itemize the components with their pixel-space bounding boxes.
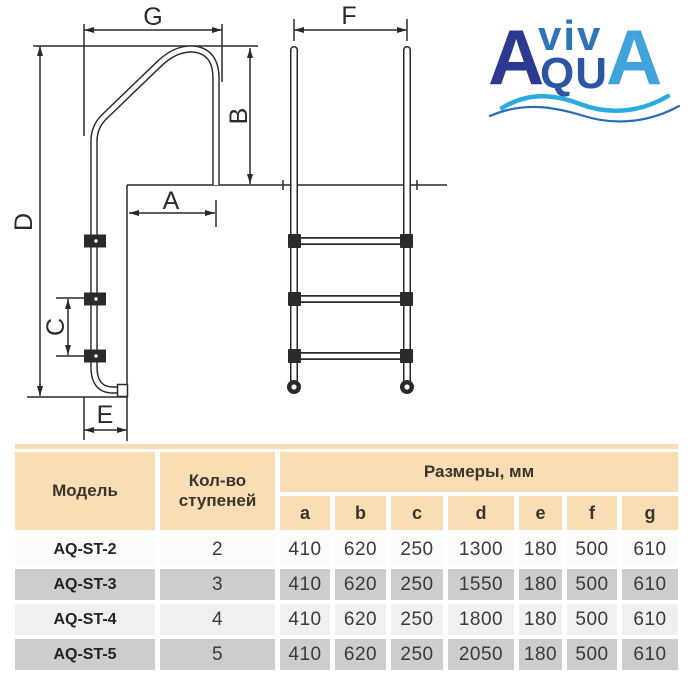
dim-label-g: G — [143, 3, 163, 31]
value-cell: 410 — [280, 604, 330, 635]
value-cell: 410 — [280, 569, 330, 600]
col-header-model: Модель — [15, 452, 155, 530]
value-cell: 250 — [391, 569, 443, 600]
model-cell: AQ-ST-4 — [15, 604, 155, 635]
dimensions-table — [10, 448, 683, 674]
reference-lines — [27, 19, 447, 441]
dim-label-c: C — [42, 317, 70, 337]
value-cell: 250 — [391, 534, 443, 565]
value-cell: 500 — [567, 569, 617, 600]
front-view-ladder — [287, 50, 414, 394]
value-cell: 500 — [567, 534, 617, 565]
aquaviva-logo — [488, 12, 683, 130]
value-cell: 180 — [519, 639, 562, 670]
value-cell: 620 — [335, 534, 386, 565]
dim-label-a: A — [162, 187, 180, 215]
logo-wave-blue — [490, 106, 679, 121]
value-cell: 180 — [519, 604, 562, 635]
value-cell: 620 — [335, 569, 386, 600]
model-cell: AQ-ST-3 — [15, 569, 155, 600]
dim-label-b: B — [225, 107, 253, 125]
col-header-c: c — [391, 496, 443, 530]
col-header-steps: Кол-во ступеней — [160, 452, 275, 530]
dim-label-d: D — [10, 212, 38, 232]
dimensions-table-area — [15, 444, 678, 674]
value-cell: 610 — [622, 639, 678, 670]
col-header-g: g — [622, 496, 678, 530]
ladder-diagram — [0, 0, 460, 445]
value-cell: 250 — [391, 604, 443, 635]
value-cell: 180 — [519, 534, 562, 565]
value-cell: 610 — [622, 569, 678, 600]
logo-letter-a-right: A — [606, 13, 663, 101]
value-cell: 180 — [519, 569, 562, 600]
steps-cell: 4 — [160, 604, 275, 635]
table-row — [15, 569, 678, 600]
logo-letters-viv: viv — [538, 12, 603, 59]
value-cell: 1550 — [448, 569, 514, 600]
col-header-e: e — [519, 496, 562, 530]
col-header-b: b — [335, 496, 386, 530]
col-header-dimensions: Размеры, мм — [280, 452, 678, 492]
model-cell: AQ-ST-2 — [15, 534, 155, 565]
wall-anchor-foot — [118, 385, 128, 397]
steps-cell: 2 — [160, 534, 275, 565]
tube-end-caps — [287, 380, 414, 394]
steps-cell: 5 — [160, 639, 275, 670]
value-cell: 610 — [622, 534, 678, 565]
value-cell: 500 — [567, 604, 617, 635]
value-cell: 250 — [391, 639, 443, 670]
table-row — [15, 639, 678, 670]
value-cell: 1300 — [448, 534, 514, 565]
table-row — [15, 604, 678, 635]
logo-letters-qu: QU — [540, 49, 608, 98]
steps-cell: 3 — [160, 569, 275, 600]
logo-letter-a-left: A — [488, 13, 545, 101]
value-cell: 620 — [335, 604, 386, 635]
col-header-a: a — [280, 496, 330, 530]
value-cell: 1800 — [448, 604, 514, 635]
side-view-handrail — [94, 49, 216, 397]
table-row — [15, 534, 678, 565]
value-cell: 2050 — [448, 639, 514, 670]
value-cell: 500 — [567, 639, 617, 670]
dim-label-f: F — [341, 2, 357, 30]
col-header-f: f — [567, 496, 617, 530]
value-cell: 410 — [280, 639, 330, 670]
value-cell: 610 — [622, 604, 678, 635]
value-cell: 410 — [280, 534, 330, 565]
value-cell: 620 — [335, 639, 386, 670]
model-cell: AQ-ST-5 — [15, 639, 155, 670]
dim-label-e: E — [96, 401, 114, 429]
col-header-d: d — [448, 496, 514, 530]
